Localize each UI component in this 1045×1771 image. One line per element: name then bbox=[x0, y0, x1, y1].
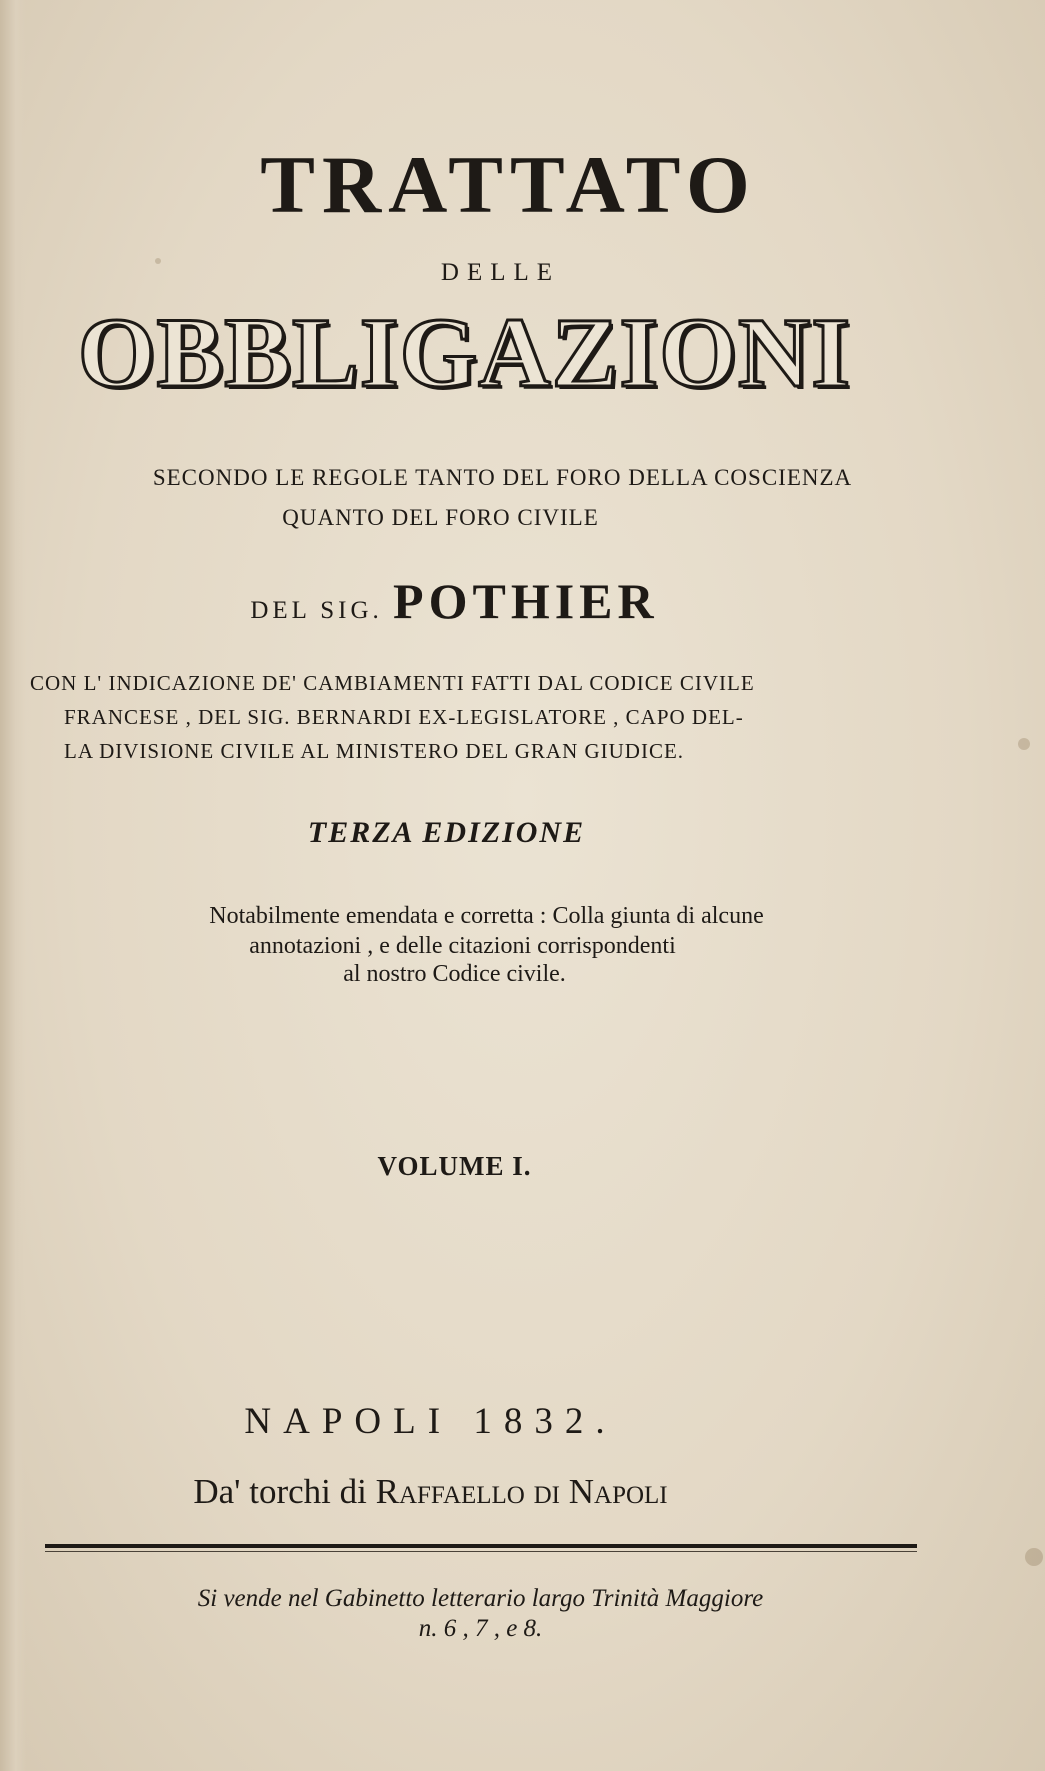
indication-line-2: FRANCESE , DEL SIG. BERNARDI EX-LEGISLATORE , CAPO DEL- bbox=[64, 705, 744, 729]
foxing-spot bbox=[1025, 1548, 1043, 1566]
book-title: TRATTATO bbox=[260, 139, 757, 230]
edition-note-line-2: annotazioni , e delle citazioni corrispondenti bbox=[249, 933, 676, 959]
edition-note-line-3: al nostro Codice civile. bbox=[343, 961, 566, 987]
edition: TERZA EDIZIONE bbox=[307, 816, 586, 849]
title-connector: DELLE bbox=[440, 259, 561, 286]
imprint-city-year: NAPOLI 1832. bbox=[244, 1401, 617, 1442]
subtitle-line-1: SECONDO LE REGOLE TANTO DEL FORO DELLA COSCIENZA bbox=[152, 465, 853, 490]
printer-name: Raffaello di Napoli bbox=[375, 1472, 668, 1511]
imprint-printer bbox=[0, 1471, 953, 1513]
edition-note-line-1: Notabilmente emendata e corretta : Colla giunta di alcune bbox=[209, 903, 764, 929]
volume-number: VOLUME I. bbox=[377, 1151, 532, 1181]
indication-line-3: LA DIVISIONE CIVILE AL MINISTERO DEL GRAN GIUDICE. bbox=[64, 739, 685, 763]
author-prefix: DEL SIG. bbox=[250, 597, 383, 624]
subtitle-line-2: QUANTO DEL FORO CIVILE bbox=[282, 505, 599, 530]
indication-line-1: CON L' INDICAZIONE DE' CAMBIAMENTI FATTI DAL CODICE CIVILE bbox=[30, 671, 755, 695]
imprint-rule bbox=[45, 1544, 917, 1548]
book-subject: OBBLIGAZIONI bbox=[77, 297, 852, 408]
sale-notice-line-2: n. 6 , 7 , e 8. bbox=[418, 1615, 543, 1642]
sale-notice-line-1: Si vende nel Gabinetto letterario largo Trinità Maggiore bbox=[197, 1585, 764, 1612]
printer-prefix: Da' torchi di bbox=[193, 1472, 367, 1511]
author-name: POTHIER bbox=[393, 573, 659, 629]
author-line bbox=[0, 573, 977, 636]
imprint-rule-thin bbox=[45, 1551, 917, 1552]
